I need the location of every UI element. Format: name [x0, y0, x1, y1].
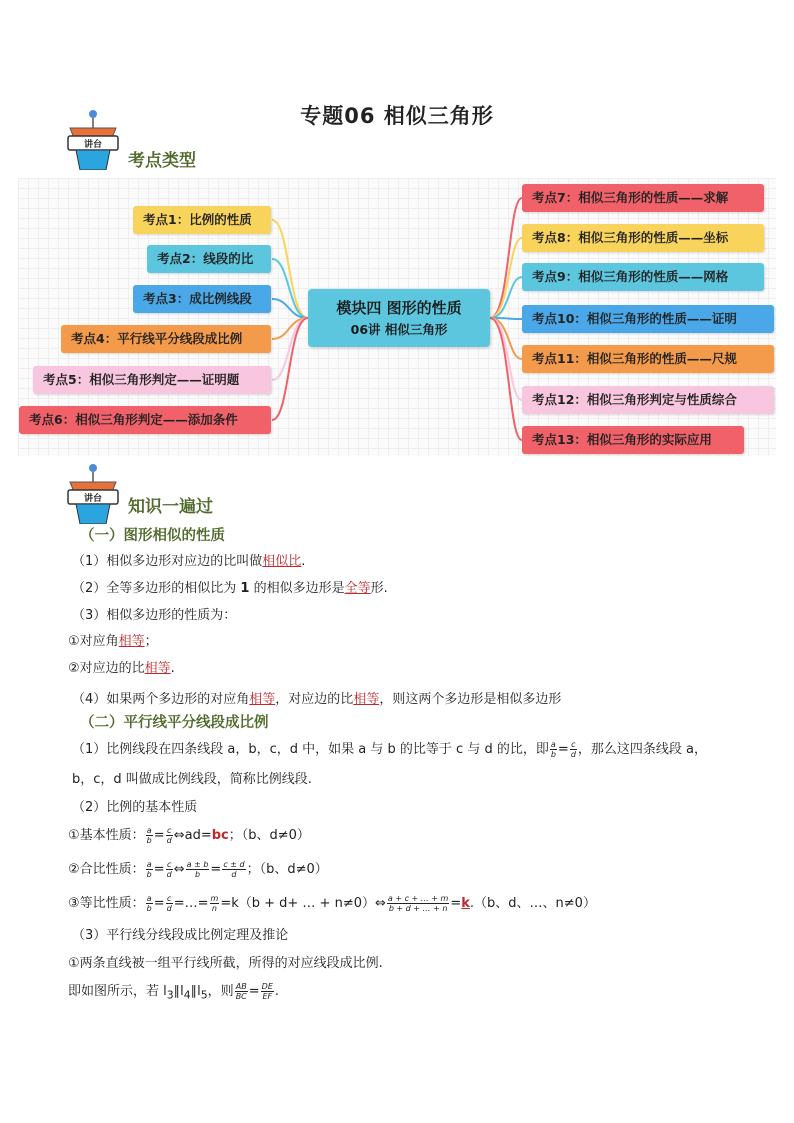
text-line: （1）相似多边形对应边的比叫做相似比.: [72, 554, 306, 569]
text-line: （1）比例线段在四条线段 a，b，c，d 中，如果 a 与 b 的比等于 c 与 d 的比，即 $\frac{a}{b}$ = $\frac{c}{d}$ ，那么这四条线段 a，: [72, 740, 708, 759]
text-line: （4）如果两个多边形的对应角相等，对应边的比相等，则这两个多边形是相似多边形: [72, 692, 562, 707]
text-line: （3）平行线分线段成比例定理及推论: [72, 928, 289, 943]
fraction: $\frac{c}{d}$: [166, 860, 172, 879]
podium-icon: [62, 462, 124, 524]
fraction: $\frac{m}{n}$: [210, 894, 219, 913]
text-line: （2）比例的基本性质: [72, 800, 198, 815]
mm-node-kaodian-5: 考点5：相似三角形判定——证明题: [33, 366, 271, 394]
text-line: ①基本性质： $\frac{a}{b}$ = $\frac{c}{d}$ ⇔ad=bc；（b、d≠0）: [68, 826, 310, 845]
fraction: $\frac{a + c + \dots + m}{b + d + \dots + n}$: [387, 894, 449, 913]
mm-node-kaodian-3: 考点3：成比例线段: [133, 285, 271, 313]
mm-node-kaodian-4: 考点4：平行线平分线段成比例: [61, 325, 271, 353]
fraction: $\frac{a}{b}$: [146, 860, 152, 879]
text-line: ①两条直线被一组平行线所截，所得的对应线段成比例.: [68, 956, 383, 971]
fraction: $\frac{c}{d}$: [166, 826, 172, 845]
fraction: $\frac{c}{d}$: [166, 894, 172, 913]
mind-map-center: [308, 289, 490, 347]
mm-node-kaodian-6: 考点6：相似三角形判定——添加条件: [19, 406, 271, 434]
text-line: （3）相似多边形的性质为：: [72, 608, 237, 623]
mm-node-kaodian-2: 考点2：线段的比: [147, 245, 271, 273]
fraction: $\frac{a}{b}$: [550, 740, 556, 759]
mm-node-kaodian-12: 考点12：相似三角形判定与性质综合: [522, 386, 774, 414]
text-line: 即如图所示，若 $l_3\parallel l_4\parallel l_5$，则 $\frac{AB}{BC}$ = $\frac{DE}{EF}$ .: [68, 982, 280, 1002]
text-line: b，c，d 叫做成比例线段，简称比例线段.: [72, 772, 312, 787]
podium-label: 讲台: [83, 140, 103, 150]
fraction: $\frac{a}{b}$: [146, 826, 152, 845]
mm-node-kaodian-13: 考点13：相似三角形的实际应用: [522, 426, 744, 454]
text-line: （2）全等多边形的相似比为 1 的相似多边形是全等形.: [72, 581, 388, 596]
section-title-knowledge: 知识一遍过: [128, 497, 213, 517]
section-title-exam-points: 考点类型: [128, 151, 196, 171]
mind-map: [18, 178, 776, 456]
center-title: 模块四 图形的性质: [336, 299, 462, 317]
heading-parallel-lines: （二）平行线平分线段成比例: [80, 715, 269, 731]
mm-node-kaodian-1: 考点1：比例的性质: [133, 206, 271, 234]
mm-node-kaodian-11: 考点11：相似三角形的性质——尺规: [522, 345, 774, 373]
text-line: ③等比性质： $\frac{a}{b}$ = $\frac{c}{d}$ =…= $\frac{m}{n}$ =k（b + d+ … + n≠0）⇔ $\frac{a + c + \dots + m}{b + d + \dots + n}$ =k.（b、d、…、n≠0）: [68, 894, 596, 913]
page-title: 专题06 相似三角形: [300, 104, 494, 128]
text-line: ①对应角相等；: [68, 634, 158, 649]
heading-similar-properties: （一）图形相似的性质: [80, 528, 225, 544]
mm-node-kaodian-10: 考点10：相似三角形的性质——证明: [522, 305, 774, 333]
mm-node-kaodian-8: 考点8：相似三角形的性质——坐标: [522, 224, 764, 252]
fraction: $\frac{AB}{BC}$: [235, 982, 247, 1001]
podium-label: 讲台: [83, 494, 103, 504]
mm-node-kaodian-7: 考点7：相似三角形的性质——求解: [522, 184, 764, 212]
fraction: $\frac{c}{d}$: [570, 740, 576, 759]
fraction: $\frac{DE}{EF}$: [261, 982, 273, 1001]
center-subtitle: 06讲 相似三角形: [350, 322, 448, 337]
fraction: $\frac{c \pm d}{d}$: [223, 860, 245, 879]
mm-node-kaodian-9: 考点9：相似三角形的性质——网格: [522, 263, 764, 291]
podium-icon: [62, 108, 124, 170]
text-line: ②合比性质： $\frac{a}{b}$ = $\frac{c}{d}$ ⇔ $\frac{a \pm b}{b}$ = $\frac{c \pm d}{d}$ ；（b、d≠0）: [68, 860, 328, 879]
fraction: $\frac{a}{b}$: [146, 894, 152, 913]
fraction: $\frac{a \pm b}{b}$: [186, 860, 209, 879]
text-line: ②对应边的比相等.: [68, 661, 175, 676]
